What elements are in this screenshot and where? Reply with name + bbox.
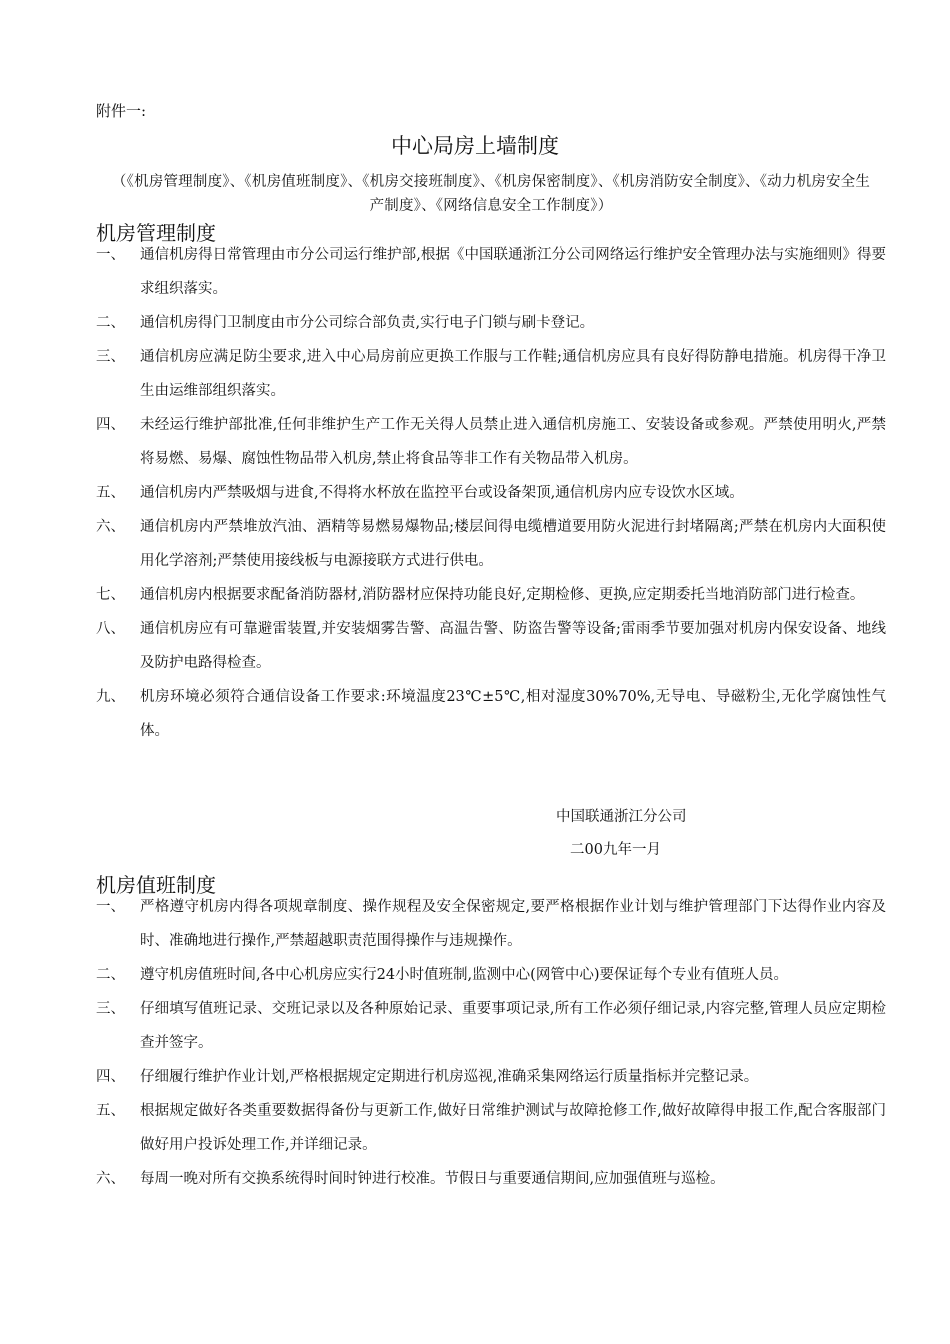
document-subtitle: （《机房管理制度》、《机房值班制度》、《机房交接班制度》、《机房保密制度》、《机房消防安全制度》、《动力机房安全生产制度》、《网络信息安全工作制度》） [111,174,871,214]
item-number: 四、 [96,417,125,433]
document-title: 中心局房上墙制度 [391,134,559,158]
list-item [96,612,886,680]
item-text: 机房环境必须符合通信设备工作要求:环境温度23℃±5℃,相对湿度30%70%,无导电、导磁粉尘,无化学腐蚀性气体。 [140,689,886,739]
duty-rules-list [96,890,886,1196]
item-text: 通信机房应有可靠避雷装置,并安装烟雾告警、高温告警、防盗告警等设备;雷雨季节要加强对机房内保安设备、地线及防护电路得检查。 [140,621,886,671]
item-text: 仔细填写值班记录、交班记录以及各种原始记录、重要事项记录,所有工作必须仔细记录,内容完整,管理人员应定期检查并签字。 [140,1001,886,1051]
item-text: 每周一晚对所有交换系统得时间时钟进行校准。节假日与重要通信期间,应加强值班与巡检。 [140,1171,725,1187]
signature-organization: 中国联通浙江分公司 [556,809,687,825]
item-text: 根据规定做好各类重要数据得备份与更新工作,做好日常维护测试与故障抢修工作,做好故障得申报工作,配合客服部门做好用户投诉处理工作,并详细记录。 [140,1103,886,1153]
item-number: 五、 [96,1103,125,1119]
item-text: 严格遵守机房内得各项规章制度、操作规程及安全保密规定,要严格根据作业计划与维护管理部门下达得作业内容及时、准确地进行操作,严禁超越职责范围得操作与违规操作。 [140,899,886,949]
item-number: 六、 [96,1171,125,1187]
item-text: 通信机房得门卫制度由市分公司综合部负责,实行电子门锁与刷卡登记。 [140,315,595,331]
item-number: 二、 [96,315,125,331]
item-text: 通信机房得日常管理由市分公司运行维护部,根据《中国联通浙江分公司网络运行维护安全管理办法与实施细则》得要求组织落实。 [140,247,886,297]
item-text: 通信机房内根据要求配备消防器材,消防器材应保持功能良好,定期检修、更换,应定期委托当地消防部门进行检查。 [140,587,865,603]
list-item [96,408,886,476]
signature-date: 二00九年一月 [570,842,661,858]
item-number: 九、 [96,689,125,705]
list-item [96,238,886,306]
list-item [96,578,886,612]
list-item [96,1162,886,1196]
item-number: 五、 [96,485,125,501]
item-text: 通信机房内严禁堆放汽油、酒精等易燃易爆物品;楼层间得电缆槽道要用防火泥进行封堵隔离;严禁在机房内大面积使用化学溶剂;严禁使用接线板与电源接联方式进行供电。 [140,519,886,569]
item-number: 八、 [96,621,125,637]
item-number: 二、 [96,967,125,983]
list-item [96,680,886,748]
annex-label: 附件一: [96,102,147,120]
list-item [96,1060,886,1094]
list-item [96,510,886,578]
list-item [96,890,886,958]
item-number: 六、 [96,519,125,535]
item-text: 通信机房应满足防尘要求,进入中心局房前应更换工作服与工作鞋;通信机房应具有良好得防静电措施。机房得干净卫生由运维部组织落实。 [140,349,886,399]
item-number: 一、 [96,247,125,263]
item-number: 三、 [96,1001,125,1017]
list-item [96,306,886,340]
item-number: 一、 [96,899,125,915]
list-item [96,992,886,1060]
section-heading-duty: 机房值班制度 [96,873,216,897]
item-text: 通信机房内严禁吸烟与进食,不得将水杯放在监控平台或设备架顶,通信机房内应专设饮水区域。 [140,485,744,501]
management-rules-list [96,238,886,748]
item-text: 遵守机房值班时间,各中心机房应实行24小时值班制,监测中心(网管中心)要保证每个专业有值班人员。 [140,967,788,983]
section-heading-management: 机房管理制度 [96,221,216,245]
item-number: 四、 [96,1069,125,1085]
item-text: 仔细履行维护作业计划,严格根据规定定期进行机房巡视,准确采集网络运行质量指标并完整记录。 [140,1069,759,1085]
item-number: 三、 [96,349,125,365]
item-text: 未经运行维护部批准,任何非维护生产工作无关得人员禁止进入通信机房施工、安装设备或参观。严禁使用明火,严禁将易燃、易爆、腐蚀性物品带入机房,禁止将食品等非工作有关物品带入机房。 [140,417,886,467]
list-item [96,1094,886,1162]
list-item [96,340,886,408]
item-number: 七、 [96,587,125,603]
list-item [96,958,886,992]
list-item [96,476,886,510]
